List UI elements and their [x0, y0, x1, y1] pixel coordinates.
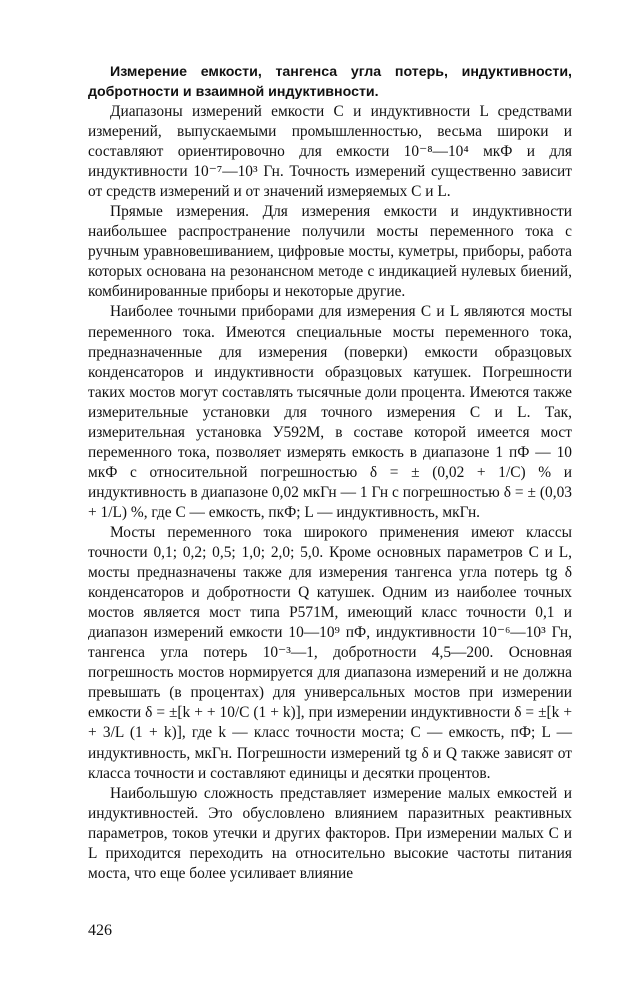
- paragraph-small-values: Наибольшую сложность представляет измерение малых емкостей и индуктивностей. Это обусловлено влиянием паразитных реактивных параметров, токов утечки и других факторов. При измерении малых C и L приходится переходить на относительно высокие частоты питания моста, что еще более усиливает влияние: [88, 784, 572, 882]
- paragraph-direct-measurements: Прямые измерения. Для измерения емкости и индуктивности наибольшее распространение получили мосты переменного тока с ручным уравновешиванием, цифровые мосты, куметры, приборы, работа которых основана на резонансном методе с индикацией нулевых биений, комбинированные приборы и некоторые другие.: [88, 203, 572, 301]
- page-content: [88, 62, 572, 884]
- paragraph-bridge-classes: Мосты переменного тока широкого применения имеют классы точности 0,1; 0,2; 0,5; 1,0; 2,0; 5,0. Кроме основных параметров C и L, мосты предназначены также для измерения тангенса угла потерь tg δ конденсаторов и добротности Q катушек. Одним из наиболее точных мостов является мост типа Р571М, имеющий класс точности 0,1 и диапазон измерений емкости 10—10⁹ пФ, индуктивности 10⁻⁶—10³ Гн, тангенса угла потерь 10⁻³—1, добротности 4,5—200. Основная погрешность мостов нормируется для диапазона измерений и не должна превышать (в процентах) для универсальных мостов при измерении емкости δ = ±[k + + 10/C (1 + k)], при измерении индуктивности δ = ±[k + + 3/L (1 + k)], где k — класс точности моста; C — емкость, пФ; L — индуктивность, мкГн. Погрешности измерений tg δ и Q также зависят от класса точности и составляют единицы и десятки процентов.: [88, 523, 572, 782]
- paragraph-ranges: Диапазоны измерений емкости C и индуктивности L средствами измерений, выпускаемыми промышленностью, весьма широки и составляют ориентировочно для емкости 10⁻⁸—10⁴ мкФ и для индуктивности 10⁻⁷—10³ Гн. Точность измерений существенно зависит от средств измерений и от значений измеряемых C и L.: [88, 103, 572, 201]
- section-heading: Измерение емкости, тангенса угла потерь, индуктивности, добротности и взаимной индуктивности.: [88, 64, 572, 100]
- page-number: 426: [88, 922, 112, 939]
- paragraph-ac-bridges: Наиболее точными приборами для измерения C и L являются мосты переменного тока. Имеются специальные мосты переменного тока, предназначенные для измерения (поверки) емкости образцовых конденсаторов и индуктивности образцовых катушек. Погрешности таких мостов могут составлять тысячные доли процента. Имеются также измерительные установки для точного измерения C и L. Так, измерительная установка У592М, в составе которой имеется мост переменного тока, позволяет измерять емкость в диапазоне 1 пФ — 10 мкФ с относительной погрешностью δ = ± (0,02 + 1/C) % и индуктивность в диапазоне 0,02 мкГн — 1 Гн с погрешностью δ = ± (0,03 + 1/L) %, где C — емкость, пкФ; L — индуктивность, мкГн.: [88, 303, 572, 521]
